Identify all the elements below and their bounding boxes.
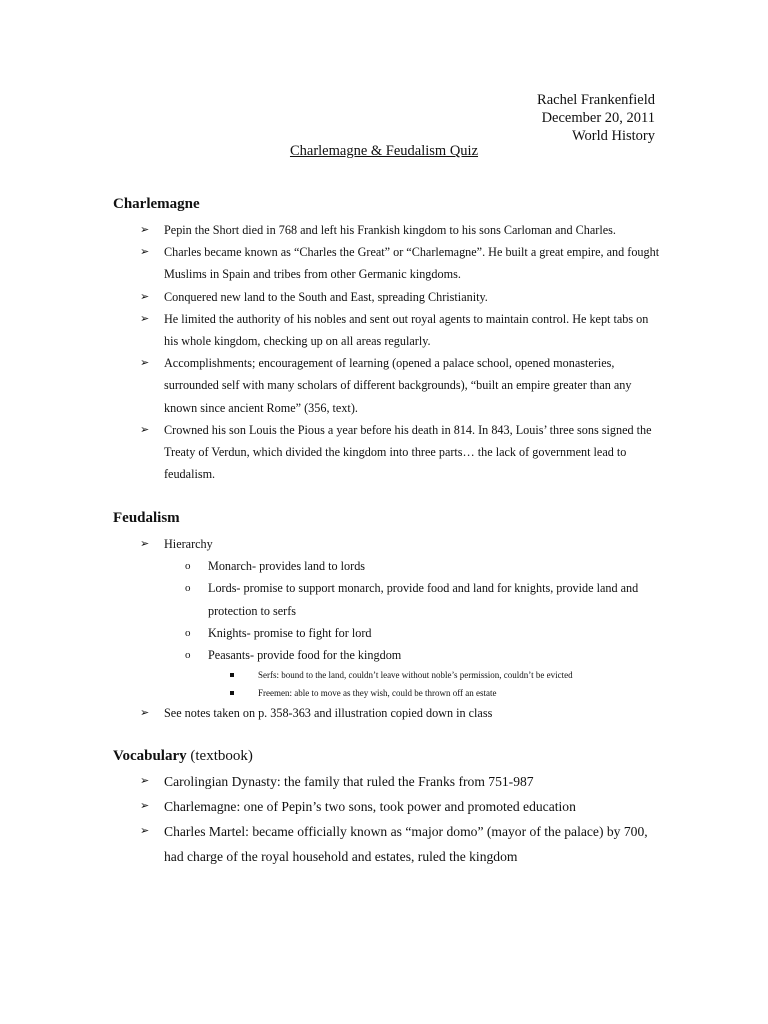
- circle-bullet-icon: o: [185, 560, 191, 573]
- peasant-type-item: Freemen: able to move as they wish, could be thrown off an estate: [230, 684, 645, 702]
- vocabulary-list: [140, 769, 660, 869]
- circle-bullet-icon: o: [185, 582, 191, 595]
- circle-bullet-icon: o: [185, 626, 191, 639]
- arrow-bullet-icon: ➢: [140, 246, 150, 259]
- hierarchy-item: o Lords- promise to support monarch, provide food and land for knights, provide land and protection to serfs: [185, 577, 645, 621]
- list-item: [140, 533, 660, 702]
- vocab-item: ➢ Carolingian Dynasty: the family that ruled the Franks from 751-987: [140, 769, 660, 794]
- charlemagne-heading: Charlemagne: [113, 196, 200, 212]
- arrow-bullet-icon: ➢: [140, 423, 150, 436]
- arrow-bullet-icon: ➢: [140, 312, 150, 325]
- square-bullet-icon: [230, 691, 234, 695]
- arrow-bullet-icon: ➢: [140, 775, 150, 787]
- vocabulary-heading: [113, 748, 253, 765]
- hierarchy-item: o Knights- promise to fight for lord: [185, 622, 645, 644]
- arrow-bullet-icon: ➢: [140, 224, 150, 236]
- quiz-title: Charlemagne & Feudalism Quiz: [289, 143, 479, 159]
- peasant-types-list: [230, 666, 645, 702]
- header-block: [537, 91, 655, 145]
- list-item: ➢ Conquered new land to the South and East, spreading Christianity.: [140, 286, 660, 308]
- document-date: December 20, 2011: [541, 110, 655, 126]
- list-item: ➢ Accomplishments; encouragement of learning (opened a palace school, opened monasteries, surrounded self with many scholars of different backgrounds), “built an empire greater than any known since ancient Rome” (356, text).: [140, 352, 660, 419]
- arrow-bullet-icon: ➢: [140, 825, 150, 837]
- feudalism-list: [140, 533, 660, 724]
- list-item: ➢ See notes taken on p. 358-363 and illustration copied down in class: [140, 702, 660, 724]
- list-item: ➢ Charles became known as “Charles the Great” or “Charlemagne”. He built a great empire, and fought Muslims in Spain and tribes from other Germanic kingdoms.: [140, 241, 660, 285]
- hierarchy-list: [185, 555, 645, 702]
- square-bullet-icon: [230, 673, 234, 677]
- feudalism-heading: Feudalism: [113, 510, 180, 526]
- list-item: ➢ Crowned his son Louis the Pious a year before his death in 814. In 843, Louis’ three sons signed the Treaty of Verdun, which divided the kingdom into three parts… the lack of government lead to feudalism.: [140, 419, 660, 486]
- arrow-bullet-icon: ➢: [140, 800, 150, 812]
- vocab-item: ➢ Charlemagne: one of Pepin’s two sons, took power and promoted education: [140, 794, 660, 819]
- arrow-bullet-icon: ➢: [140, 290, 150, 303]
- hierarchy-item: o Peasants- provide food for the kingdom Serfs: bound to the land, couldn’t leave without noble’s permission, couldn’t be evicted Freemen: able to move as they wish, could be thrown off an estate: [185, 644, 645, 702]
- hierarchy-label: Hierarchy: [164, 537, 213, 551]
- arrow-bullet-icon: ➢: [140, 707, 150, 720]
- vocabulary-source: (textbook): [190, 748, 253, 764]
- vocab-item: ➢ Charles Martel: became officially known as “major domo” (mayor of the palace) by 700, had charge of the royal household and estates, ruled the kingdom: [140, 819, 660, 869]
- list-item: ➢ He limited the authority of his nobles and sent out royal agents to maintain control. He kept tabs on his whole kingdom, checking up on all areas regularly.: [140, 308, 660, 352]
- arrow-bullet-icon: ➢: [140, 357, 150, 370]
- list-item: ➢ Pepin the Short died in 768 and left his Frankish kingdom to his sons Carloman and Charles.: [140, 219, 660, 241]
- peasant-type-item: Serfs: bound to the land, couldn’t leave without noble’s permission, couldn’t be evicted: [230, 666, 645, 684]
- charlemagne-list: [140, 219, 660, 485]
- circle-bullet-icon: o: [185, 649, 191, 662]
- arrow-bullet-icon: ➢: [140, 538, 150, 550]
- hierarchy-item: o Monarch- provides land to lords: [185, 555, 645, 577]
- vocabulary-title: Vocabulary: [113, 748, 187, 764]
- author-name: Rachel Frankenfield: [537, 92, 655, 108]
- course-name: World History: [571, 128, 655, 144]
